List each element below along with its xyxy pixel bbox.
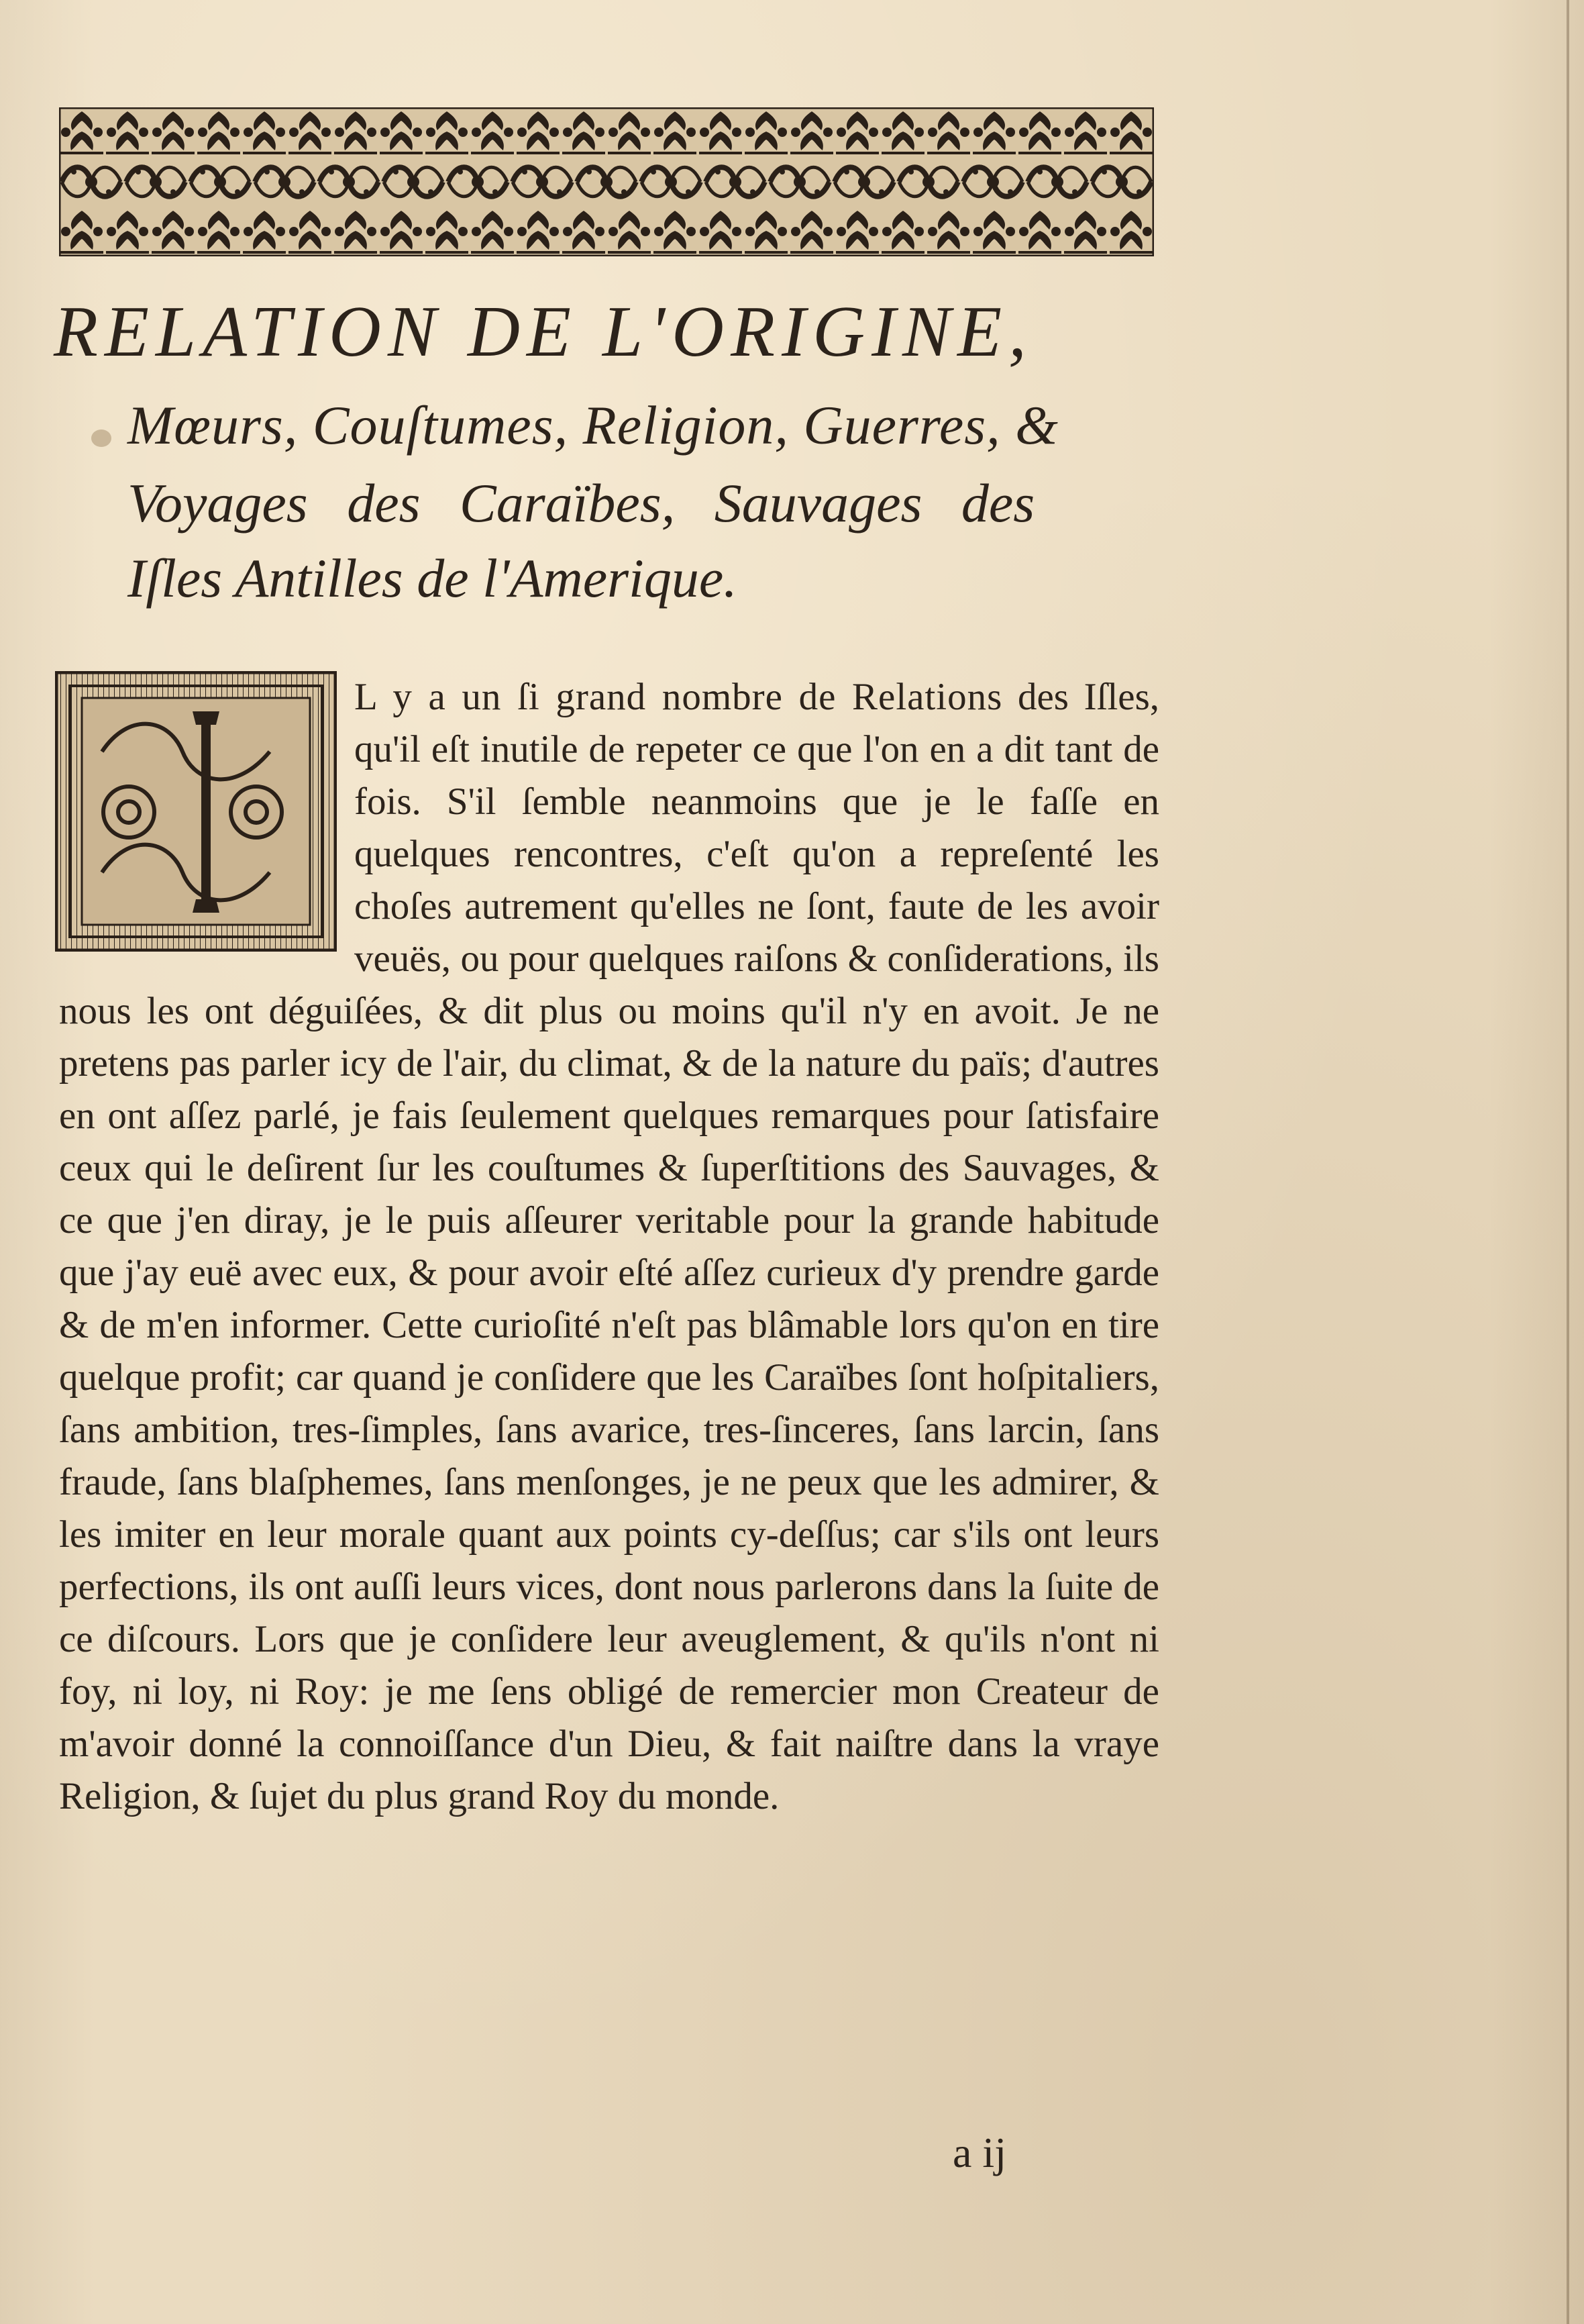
subtitle-line-1: Mœurs, Couſtumes, Religion, Guerres, & <box>127 395 1059 456</box>
page-title: RELATION DE L'ORIGINE, <box>54 292 1034 372</box>
body-paragraph <box>59 671 1159 1823</box>
subtitle-line-2: Voyages des Caraïbes, Sauvages des <box>127 472 1035 534</box>
first-line: L y a un ſi grand nombre de Relations <box>354 676 1003 718</box>
page-edge <box>1567 0 1569 2324</box>
signature-mark: a ij <box>953 2129 1006 2176</box>
subtitle-line-3: Iſles Antilles de l'Amerique. <box>127 548 737 609</box>
ink-stain <box>91 430 111 447</box>
initial-spacer <box>59 671 354 965</box>
headpiece-ornament <box>59 107 1154 256</box>
paragraph-text: des Iſles, qu'il eſt inutile de repeter ce que l'on en a dit tant de fois. S'il ſemble neanmoins que je le faſſe en quelques rencontres, c'eſt qu'on a repreſenté les choſes autrement qu'elles ne ſont, faute de les avoir veuës, ou pour quelques raiſons & conſiderations, ils nous les ont déguiſées, & dit plus ou moins qu'il n'y en avoit. Je ne pretens pas parler icy de l'air, du climat, & de la nature du païs; d'autres en ont aſſez parlé, je fais ſeulement quelques remarques pour ſatisfaire ceux qui le deſirent ſur les couſtumes & ſuperſtitions des Sauvages, & ce que j'en diray, je le puis aſſeurer veritable pour la grande habitude que j'ay euë avec eux, & pour avoir eſté aſſez curieux d'y prendre garde & de m'en informer. Cette curioſité n'eſt pas blâmable lors qu'on en tire quelque profit; car quand je conſidere que les Caraïbes ſont hoſpitaliers, ſans ambition, tres-ſimples, ſans avarice, tres-ſinceres, ſans larcin, ſans fraude, ſans blaſphemes, ſans menſonges, je ne peux que les admirer, & les imiter en leur morale quant aux points cy-deſſus; car s'ils ont leurs perfections, ils ont auſſi leurs vices, dont nous parlerons dans la ſuite de ce diſcours. Lors que je conſidere leur aveuglement, & qu'ils n'ont ni foy, ni loy, ni Roy: je me ſens obligé de remercier mon Createur de m'avoir donné la connoiſſance d'un Dieu, & fait naiſtre dans la vraye Religion, & ſujet du plus grand Roy du monde. <box>59 676 1160 1817</box>
